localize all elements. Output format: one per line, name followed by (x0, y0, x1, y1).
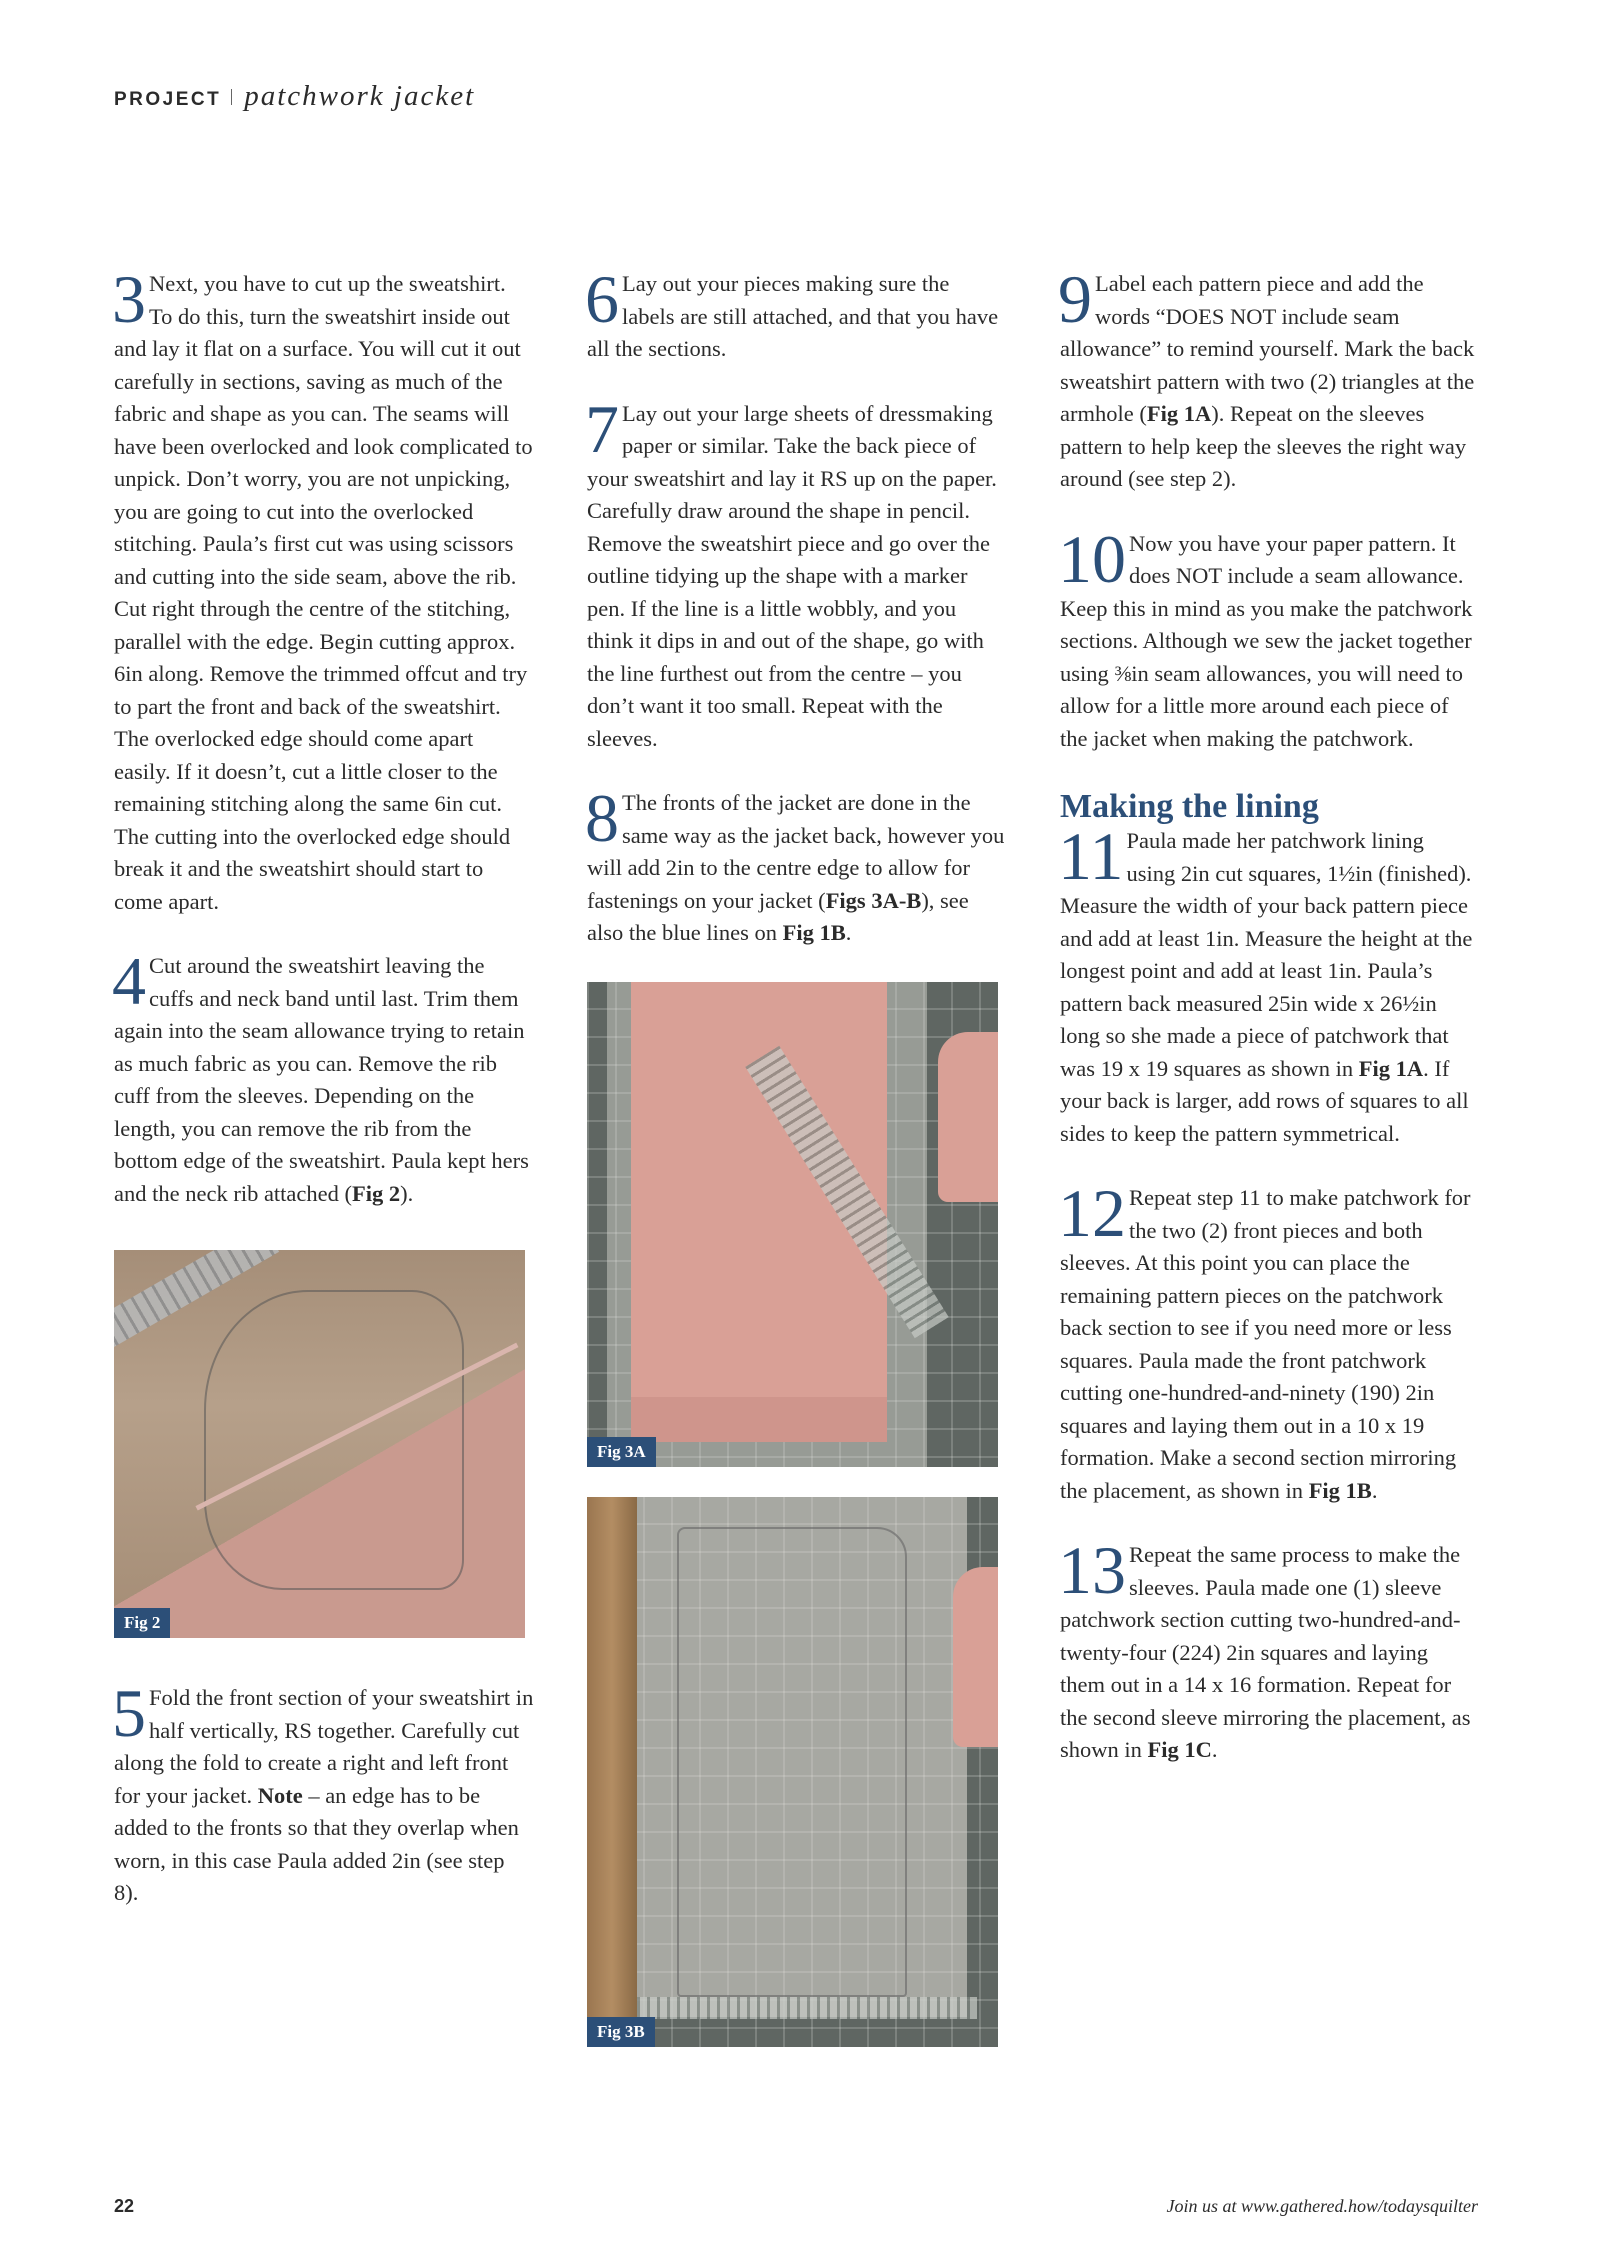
step-text: Fold the front section of your sweatshirt in half vertically, RS together. Carefully cut along the fold to create a right and left front for your jacket. Note – an edge has to be added to the fronts so that they overlap when worn, in this case Paula added 2in (see step 8). (114, 1685, 534, 1905)
step-text: The fronts of the jacket are done in the same way as the jacket back, however you will add 2in to the centre edge to allow for fastenings on your jacket (Figs 3A-B), see also the blue lines on Fig 1B. (587, 790, 1005, 945)
step-text: Paula made her patchwork lining using 2in cut squares, 1½in (finished). Measure the width of your back pattern piece and add at least 1in. Measure the height at the longest point and add at least 1in. Paula’s pattern back measured 25in wide x 26½in long so she made a piece of patchwork that was 19 x 19 squares as shown in Fig 1A. If your back is larger, add rows of squares to all sides to keep the pattern symmetrical. (1060, 828, 1473, 1146)
ruler (637, 1997, 977, 2019)
step-8 (585, 780, 1007, 950)
step-number: 6 (585, 261, 619, 337)
figure-caption: Fig 2 (114, 1608, 170, 1638)
pattern-outline (677, 1527, 907, 1997)
step-5 (112, 1675, 534, 1910)
step-number: 7 (585, 390, 619, 467)
figure-reference: Fig 1C (1147, 1737, 1212, 1762)
step-6 (585, 261, 1007, 366)
step-number: 13 (1058, 1532, 1126, 1608)
header-divider (231, 89, 232, 105)
step-13 (1058, 1532, 1478, 1767)
figure-caption: Fig 3A (587, 1437, 656, 1467)
step-number: 10 (1058, 520, 1126, 597)
figure-reference: Fig 1A (1358, 1055, 1424, 1081)
step-number: 3 (112, 261, 146, 337)
figure-caption: Fig 3B (587, 2017, 655, 2047)
article-topic: patchwork jacket (244, 80, 476, 112)
step-number: 12 (1058, 1175, 1126, 1251)
step-text: Cut around the sweatshirt leaving the cuffs and neck band until last. Trim them again into the seam allowance trying to retain as much fabric as you can. Remove the rib cuff from the sleeves. Depending on the length, you can remove the rib from the bottom edge of the sweatshirt. Paula kept hers and the neck rib attached (Fig 2). (114, 953, 529, 1206)
step-number: 9 (1058, 261, 1092, 337)
wooden-table (587, 1497, 637, 2047)
sweatshirt-sleeve (953, 1567, 998, 1747)
step-number: 8 (585, 780, 619, 856)
section-heading: Making the lining (1060, 788, 1319, 825)
figure-reference: Fig 1B (782, 920, 846, 945)
column-right (1058, 261, 1478, 1799)
step-number: 11 (1058, 818, 1124, 894)
step-text: Lay out your pieces making sure the labels are still attached, and that you have all the sections. (587, 271, 999, 361)
figure-reference: Figs 3A-B (825, 887, 922, 913)
figure-3a-photo (587, 982, 998, 1467)
sweatshirt-sleeve (938, 1032, 998, 1202)
step-text: Label each pattern piece and add the words “DOES NOT include seam allowance” to remind yourself. Mark the back sweatshirt pattern with two (2) triangles at the armhole (Fig 1A). Repeat on the sleeves pattern to help keep the sleeves the right way around (see step 2). (1060, 271, 1475, 491)
column-left (112, 261, 534, 1942)
step-text: Next, you have to cut up the sweatshirt. To do this, turn the sweatshirt inside out and lay it flat on a surface. You will cut it out carefully in sections, saving as much of the fabric and shape as you can. The seams will have been overlocked and look complicated to unpick. Don’t worry, you are not unpicking, you are going to cut into the overlocked stitching. Paula’s first cut was using scissors and cutting into the side seam, above the rib. Cut right through the centre of the stitching, parallel with the edge. Begin cutting approx. 6in along. Remove the trimmed offcut and try to part the front and back of the sweatshirt. The overlocked edge should come apart easily. If it doesn’t, cut a little closer to the remaining stitching along the same 6in cut. The cutting into the overlocked edge should break it and the sweatshirt should start to come apart. (114, 271, 533, 914)
section-label: PROJECT (114, 89, 222, 110)
step-text: Lay out your large sheets of dressmaking paper or similar. Take the back piece of your sweatshirt and lay it RS up on the paper. Carefully draw around the shape in pencil. Remove the sweatshirt piece and go over the outline tidying up the shape with a marker pen. If the line is a little wobbly, and you think it dips in and out of the shape, go with the line furthest out from the centre – you don’t want it too small. Repeat with the sleeves. (587, 400, 997, 751)
page-number: 22 (114, 2196, 135, 2216)
step-number: 4 (112, 943, 146, 1019)
step-text: Now you have your paper pattern. It does NOT include a seam allowance. Keep this in mind as you make the patchwork sections. Although we sew the jacket together using ⅜in seam allowances, you will need to allow for a little more around each piece of the jacket when making the patchwork. (1060, 530, 1473, 751)
running-header (114, 80, 475, 110)
figure-2-photo (114, 1250, 525, 1638)
figure-reference: Fig 2 (352, 1180, 401, 1206)
step-text: Repeat the same process to make the sleeves. Paula made one (1) sleeve patchwork section cutting two-hundred-and-twenty-four (224) 2in squares and laying them out in a 14 x 16 formation. Repeat for the second sleeve mirroring the placement, as shown in Fig 1C. (1060, 1542, 1471, 1762)
step-text: Repeat step 11 to make patchwork for the two (2) front pieces and both sleeves. At this point you can place the remaining pattern pieces on the patchwork back section to see if you need more or less squares. Paula made the front patchwork cutting one-hundred-and-ninety (190) 2in squares and laying them out in a 10 x 19 formation. Make a second section mirroring the placement, as shown in Fig 1B. (1060, 1185, 1471, 1503)
sweatshirt-rib (631, 1397, 887, 1442)
step-12 (1058, 1175, 1478, 1507)
figure-reference: Fig 1A (1146, 401, 1212, 426)
note-label: Note (257, 1782, 303, 1808)
step-3 (112, 261, 534, 918)
step-11 (1058, 818, 1478, 1150)
footer-url: Join us at www.gathered.how/todaysquilter (1166, 2196, 1478, 2216)
step-number: 5 (112, 1675, 146, 1751)
step-4 (112, 943, 534, 1210)
figure-reference: Fig 1B (1308, 1477, 1372, 1503)
step-7 (585, 390, 1007, 756)
figure-3b-photo (587, 1497, 998, 2047)
column-middle (585, 261, 1007, 2047)
step-10 (1058, 520, 1478, 756)
step-9 (1058, 261, 1478, 496)
